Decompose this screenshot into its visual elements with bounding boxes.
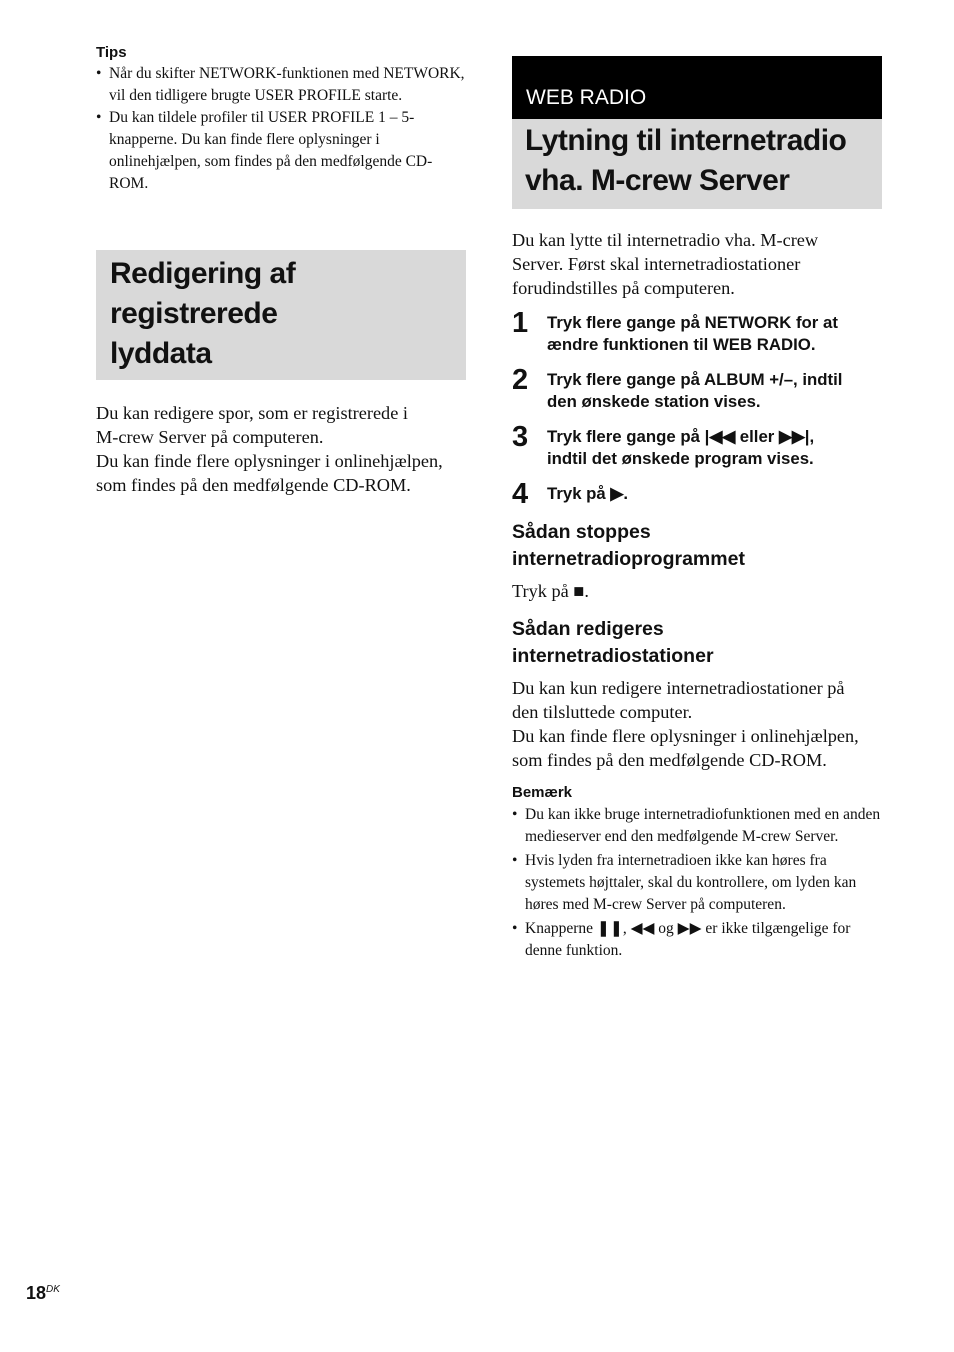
tip-item: • Når du skifter NETWORK-funktionen med NETWORK, vil den tidligere brugte USER PROFILE starte. bbox=[96, 63, 466, 107]
step-number: 2 bbox=[512, 364, 529, 396]
edit-section-heading: Redigering af registrerede lyddata bbox=[96, 250, 466, 380]
edit-stations-section bbox=[512, 616, 882, 772]
step-number: 3 bbox=[512, 421, 529, 453]
step-2: 2 Tryk flere gange på ALBUM +/–, indtil den ønskede station vises. bbox=[512, 364, 843, 411]
step-1: 1 Tryk flere gange på NETWORK for at ændre funktionen til WEB RADIO. bbox=[512, 307, 838, 354]
edit-section-text: Du kan redigere spor, som er registrerede i M-crew Server på computeren. Du kan finde flere oplysninger i onlinehjælpen, som findes på den medfølgende CD-ROM. bbox=[96, 403, 443, 495]
stop-text: Tryk på ■. bbox=[512, 581, 589, 601]
step-3: 3 Tryk flere gange på |◀◀ eller ▶▶|, indtil det ønskede program vises. bbox=[512, 421, 815, 468]
edit-stations-text: Du kan kun redigere internetradiostationer på den tilsluttede computer. Du kan finde flere oplysninger i onlinehjælpen, som findes på den medfølgende CD-ROM. bbox=[512, 678, 859, 770]
note-list bbox=[512, 804, 882, 962]
note-item: • Du kan ikke bruge internetradiofunktionen med en anden medieserver end den medfølgende M-crew Server. bbox=[512, 804, 882, 848]
web-radio-intro: Du kan lytte til internetradio vha. M-crew Server. Først skal internetradiostationer forudindstilles på computeren. bbox=[512, 230, 819, 298]
page-number: $18^{DK}$ bbox=[26, 1283, 60, 1303]
edit-stations-heading: Sådan redigeres internetradiostationer bbox=[512, 618, 714, 667]
note-item: • Hvis lyden fra internetradioen ikke kan høres fra systemets højttaler, skal du kontrollere, om lyden kan høres med M-crew Server på computeren. bbox=[512, 850, 882, 916]
right-column bbox=[512, 56, 882, 962]
tip-item: • Du kan tildele profiler til USER PROFILE 1 – 5-knapperne. Du kan finde flere oplysninger i onlinehjælpen, som findes på den medfølgende CD-ROM. bbox=[96, 107, 466, 195]
left-column bbox=[96, 44, 466, 497]
step-number: 1 bbox=[512, 307, 529, 339]
step-4: 4 Tryk på ▶. bbox=[512, 478, 628, 510]
tips-block bbox=[96, 44, 466, 195]
stop-section bbox=[512, 519, 882, 603]
note-item: • Knapperne ❚❚, ◀◀ og ▶▶ er ikke tilgængelige for denne funktion. bbox=[512, 918, 882, 962]
note-block bbox=[512, 784, 882, 962]
step-number: 4 bbox=[512, 478, 529, 510]
tips-list bbox=[96, 63, 466, 195]
note-title: Bemærk bbox=[512, 784, 573, 801]
web-radio-bar: WEB RADIO bbox=[512, 56, 882, 119]
web-radio-heading: Lytning til internetradio vha. M-crew Server bbox=[512, 119, 882, 209]
stop-heading: Sådan stoppes internetradioprogrammet bbox=[512, 521, 745, 570]
steps-list bbox=[512, 307, 882, 510]
tips-title: Tips bbox=[96, 44, 127, 61]
